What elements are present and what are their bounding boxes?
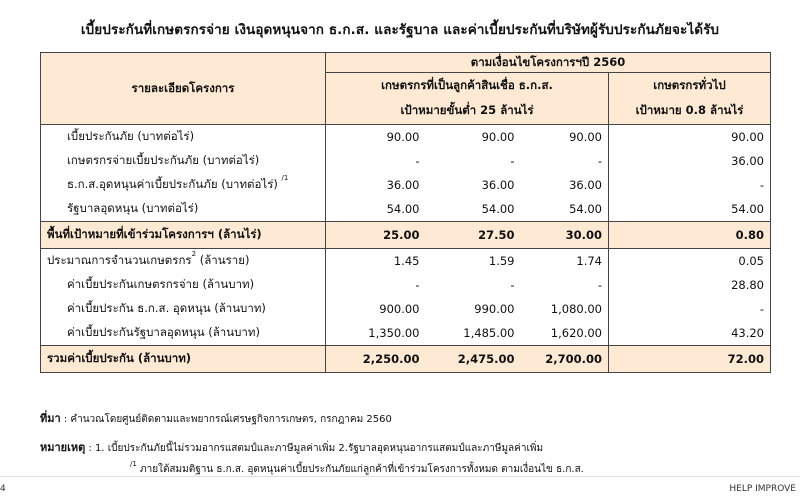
footnote-text: ภายใต้สมมติฐาน ธ.ก.ส. อุดหนุนค่าเบี้ยประกันภัยแก่ลูกค้าที่เข้าร่วมโครงการทั้งหมด ตามเงื่อนไข ธ.ก.ส.	[136, 464, 584, 475]
source-label: ที่มา	[40, 412, 61, 425]
row-label: รวมค่าเบี้ยประกัน (ล้านบาท)	[41, 346, 326, 373]
table-row	[41, 197, 771, 222]
row-label: เบี้ยประกันภัย (บาทต่อไร่)	[41, 125, 326, 150]
header-clients-line2: เป้าหมายขั้นต่ำ 25 ล้านไร่	[326, 99, 609, 125]
cell-value: 43.20	[609, 321, 771, 346]
cell-value: 2,250.00	[326, 346, 426, 373]
cell-value: -	[609, 173, 771, 197]
cell-value: -	[521, 149, 609, 173]
cell-value: 1,350.00	[368, 326, 420, 340]
cell-value: 54.00	[521, 197, 609, 222]
header-detail: รายละเอียดโครงการ	[41, 53, 326, 125]
cell-value: 1,620.00	[521, 321, 609, 346]
cell-value: 2,700.00	[521, 346, 609, 373]
header-general-line1: เกษตรกรทั่วไป	[609, 73, 771, 99]
header-group: ตามเงื่อนไขโครงการฯปี 2560	[326, 53, 771, 73]
source-text: : คำนวณโดยศูนย์ติดตามและพยากรณ์เศรษฐกิจการเกษตร, กรกฎาคม 2560	[60, 414, 392, 425]
table-row	[41, 125, 771, 150]
cell-value: -	[510, 278, 515, 292]
cell-value: 90.00	[481, 130, 515, 144]
cell-value: 36.00	[481, 178, 515, 192]
header-general-line2: เป้าหมาย 0.8 ล้านไร่	[609, 99, 771, 125]
cell-value: 90.00	[609, 125, 771, 150]
cell-value: 27.50	[426, 222, 521, 249]
header-clients-line1: เกษตรกรที่เป็นลูกค้าสินเชื่อ ธ.ก.ส.	[326, 73, 609, 99]
table-title: เบี้ยประกันที่เกษตรกรจ่าย เงินอุดหนุนจาก ธ.ก.ส. และรัฐบาล และค่าเบี้ยประกันที่บริษัทผู้รับประกันภัยจะได้รับ	[80, 22, 720, 38]
remark-text: : 1. เบี้ยประกันภัยนี้ไม่รวมอากรแสตมป์และภาษีมูลค่าเพิ่ม 2.รัฐบาลอุดหนุนอากรแสตมป์และภาษีมูลค่าเพิ่ม	[85, 443, 544, 454]
table-row	[41, 297, 771, 321]
page-number: 4	[0, 484, 6, 494]
cell-value: 25.00	[326, 222, 426, 249]
table-row-highlight	[41, 222, 771, 249]
row-label: รัฐบาลอุดหนุน (บาทต่อไร่)	[41, 197, 326, 222]
cell-value: 72.00	[609, 346, 771, 373]
row-label: ค่าเบี้ยประกันรัฐบาลอุดหนุน (ล้านบาท)	[41, 321, 326, 346]
cell-value: 2,475.00	[426, 346, 521, 373]
cell-value: -	[510, 154, 515, 168]
cell-value: 54.00	[609, 197, 771, 222]
table-row	[41, 321, 771, 346]
table-row	[41, 173, 771, 197]
cell-value: 0.05	[609, 249, 771, 274]
cell-value: -	[415, 278, 420, 292]
cell-value: 36.00	[386, 178, 420, 192]
cell-value: 1.74	[521, 249, 609, 274]
cell-value: 90.00	[386, 130, 420, 144]
table-row	[41, 273, 771, 297]
cell-value: 36.00	[609, 149, 771, 173]
row-label: ค่าเบี้ยประกัน ธ.ก.ส. อุดหนุน (ล้านบาท)	[41, 297, 326, 321]
row-label-text: ประมาณการจำนวนเกษตรกร	[47, 253, 192, 267]
remark-label: หมายเหตุ	[40, 441, 86, 454]
cell-value: -	[521, 273, 609, 297]
cell-value: 0.80	[609, 222, 771, 249]
cell-value: 36.00	[521, 173, 609, 197]
row-label	[41, 249, 326, 274]
row-label: เกษตรกรจ่ายเบี้ยประกันภัย (บาทต่อไร่)	[41, 149, 326, 173]
cell-value: 1.59	[488, 254, 515, 268]
table-row-total	[41, 346, 771, 373]
cell-value: 900.00	[379, 302, 420, 316]
footnote-marker: /1	[281, 174, 289, 182]
row-label-unit: (ล้านราย)	[196, 253, 250, 267]
cell-value: 28.80	[609, 273, 771, 297]
cell-value: 1,485.00	[463, 326, 515, 340]
row-label: พื้นที่เป้าหมายที่เข้าร่วมโครงการฯ (ล้านไร่)	[41, 222, 326, 249]
remark-note	[40, 434, 543, 463]
cell-value: 54.00	[386, 202, 420, 216]
footnote-1	[130, 462, 584, 477]
premium-table	[40, 52, 771, 373]
footnote-marker: 2	[191, 250, 197, 258]
footnote-marker: /1	[130, 460, 137, 468]
cell-value: 990.00	[474, 302, 515, 316]
table-row	[41, 249, 771, 274]
row-label-text: ธ.ก.ส.อุดหนุนค่าเบี้ยประกันภัย (บาทต่อไร่)	[67, 177, 278, 191]
cell-value: -	[415, 154, 420, 168]
cell-value: -	[609, 297, 771, 321]
footer-divider	[0, 476, 800, 477]
row-label: ค่าเบี้ยประกันเกษตรกรจ่าย (ล้านบาท)	[41, 273, 326, 297]
source-note	[40, 405, 543, 434]
cell-value: 90.00	[521, 125, 609, 150]
row-label	[41, 173, 326, 197]
cell-value: 1,080.00	[521, 297, 609, 321]
table-row	[41, 149, 771, 173]
help-improve-link[interactable]: HELP IMPROVE	[729, 484, 796, 494]
cell-value: 1.45	[393, 254, 420, 268]
notes	[40, 405, 543, 463]
cell-value: 54.00	[481, 202, 515, 216]
cell-value: 30.00	[521, 222, 609, 249]
